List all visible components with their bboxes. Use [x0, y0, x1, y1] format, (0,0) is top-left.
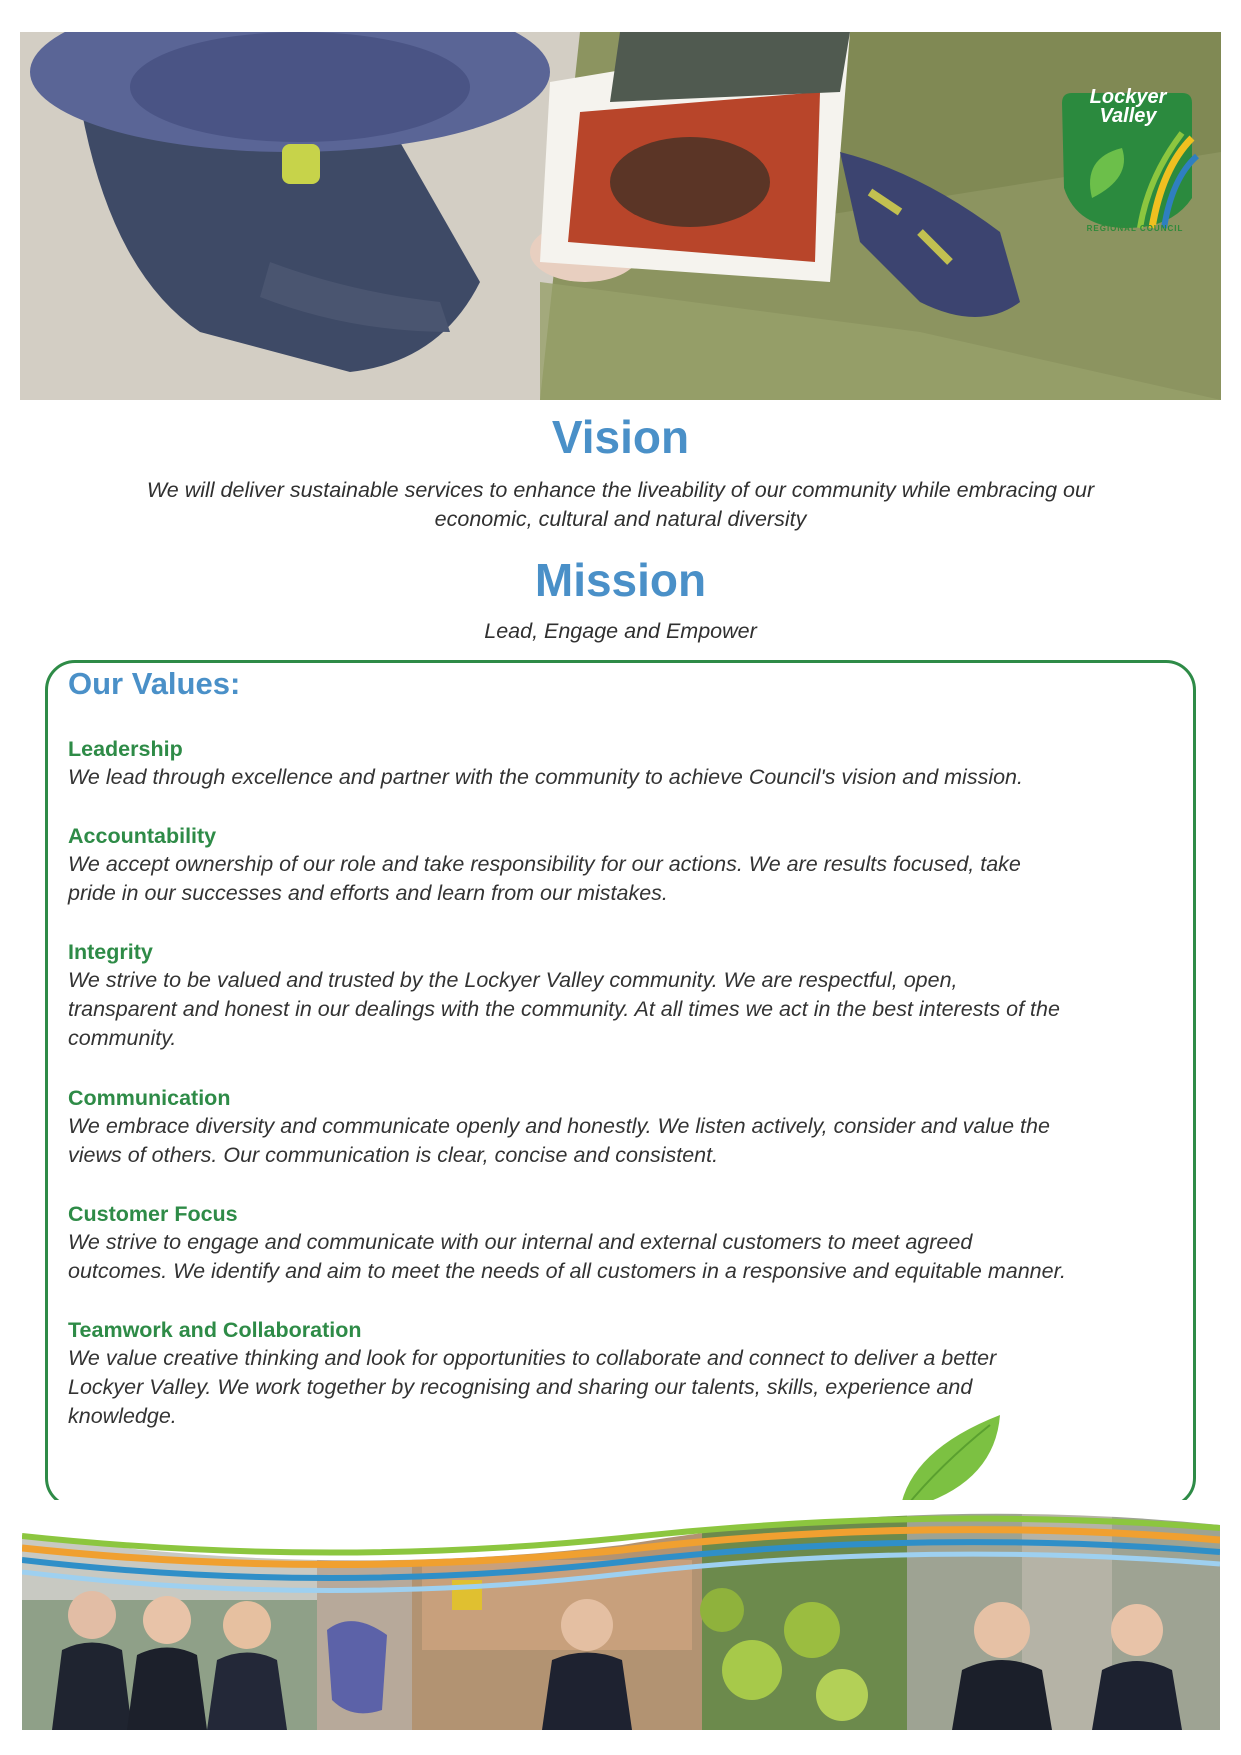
value-desc-line: We lead through excellence and partner with the community to achieve Council's vision and mission. — [68, 765, 1023, 789]
value-desc-line: community. — [68, 1026, 177, 1050]
value-desc-line: We strive to engage and communicate with our internal and external customers to meet agreed — [68, 1230, 973, 1254]
mission-heading: Mission — [534, 554, 707, 606]
logo-line-1: Lockyer — [1089, 86, 1167, 108]
value-desc-line: knowledge. — [68, 1404, 177, 1428]
staff-photo-strip — [22, 1500, 1220, 1730]
value-name-communication: Communication — [68, 1086, 231, 1110]
value-desc-accountability — [68, 850, 1190, 908]
header-photo — [20, 32, 1221, 400]
value-name-accountability: Accountability — [68, 824, 217, 848]
value-name-integrity: Integrity — [68, 940, 153, 964]
value-desc-line: pride in our successes and efforts and learn from our mistakes. — [68, 881, 668, 905]
value-desc-line: transparent and honest in our dealings with the community. At all times we act in the best interests of the — [68, 997, 1060, 1021]
value-desc-customer-focus — [68, 1228, 1190, 1286]
value-name-customer-focus: Customer Focus — [68, 1202, 238, 1226]
vision-text — [60, 476, 1181, 534]
vision-heading: Vision — [551, 411, 690, 463]
logo-subtitle: REGIONAL COUNCIL — [1086, 224, 1184, 233]
value-desc-teamwork — [68, 1344, 1190, 1431]
value-desc-line: We embrace diversity and communicate openly and honestly. We listen actively, consider and value the — [68, 1114, 1050, 1138]
value-desc-line: We strive to be valued and trusted by the Lockyer Valley community. We are respectful, open, — [68, 968, 958, 992]
vision-line-2: economic, cultural and natural diversity — [434, 507, 807, 531]
value-desc-line: Lockyer Valley. We work together by recognising and sharing our talents, skills, experience and — [68, 1375, 973, 1399]
value-desc-line: We accept ownership of our role and take responsibility for our actions. We are results focused, take — [68, 852, 1021, 876]
staff-photos — [22, 1500, 1220, 1730]
values-title: Our Values: — [68, 666, 241, 701]
value-desc-line: outcomes. We identify and aim to meet the needs of all customers in a responsive and equitable manner. — [68, 1259, 1066, 1283]
value-desc-line: We value creative thinking and look for opportunities to collaborate and connect to deliver a better — [68, 1346, 997, 1370]
vision-line-1: We will deliver sustainable services to enhance the liveability of our community while embracing our — [146, 478, 1095, 502]
value-desc-leadership — [68, 763, 1190, 792]
value-desc-communication — [68, 1112, 1190, 1170]
child-reading-photo — [20, 32, 1221, 400]
value-desc-integrity — [68, 966, 1190, 1053]
value-desc-line: views of others. Our communication is clear, concise and consistent. — [68, 1143, 719, 1167]
value-name-teamwork: Teamwork and Collaboration — [68, 1318, 362, 1342]
logo-wordmark — [1068, 88, 1188, 126]
value-name-leadership: Leadership — [68, 737, 183, 761]
mission-text: Lead, Engage and Empower — [484, 619, 757, 643]
logo-line-2: Valley — [1099, 105, 1157, 127]
